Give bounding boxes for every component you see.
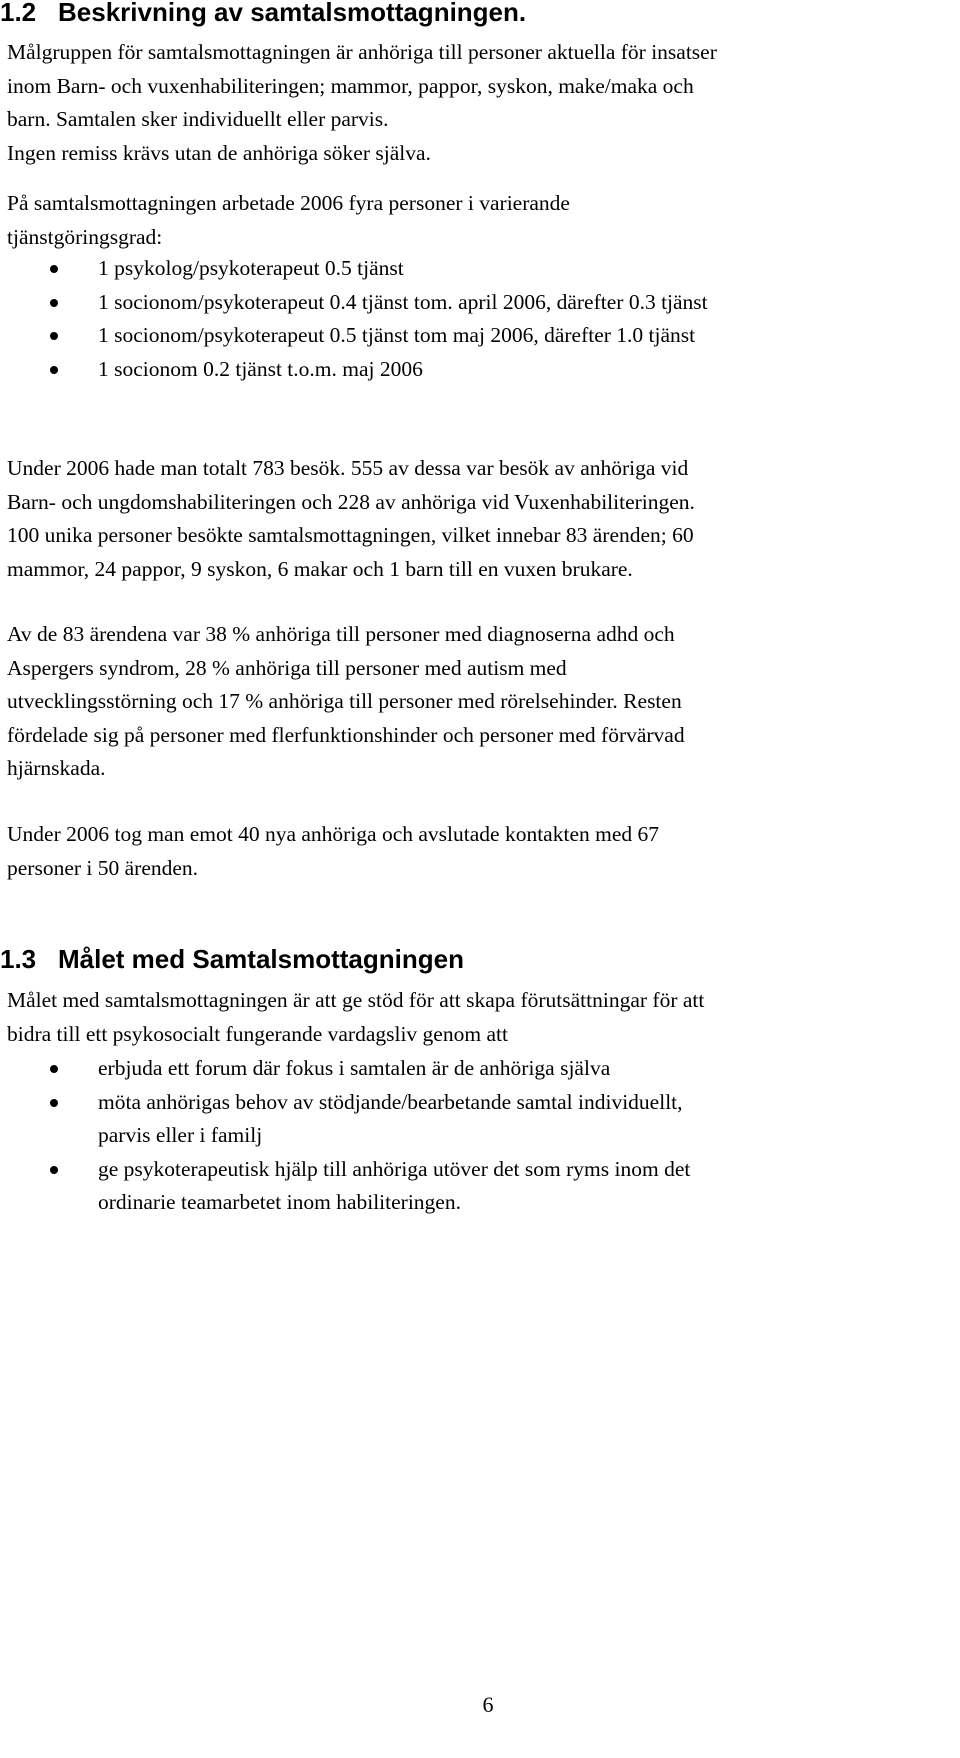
list-item: 1 socionom/psykoterapeut 0.5 tjänst tom maj 2006, därefter 1.0 tjänst <box>7 319 952 353</box>
paragraph-staff-intro <box>7 187 952 254</box>
text-line: tjänstgöringsgrad: <box>7 224 163 249</box>
text-line: Under 2006 tog man emot 40 nya anhöriga och avslutade kontakten med 67 <box>7 822 660 846</box>
text-line: Under 2006 hade man totalt 783 besök. 555 av dessa var besök av anhöriga vid <box>7 456 689 480</box>
text-line: inom Barn- och vuxenhabiliteringen; mammor, pappor, syskon, make/maka och <box>7 73 694 98</box>
list-item: möta anhörigas behov av stödjande/bearbetande samtal individuellt, parvis eller i familj <box>7 1086 952 1153</box>
text-line: 100 unika personer besökte samtalsmottagningen, vilket innebar 83 ärenden; 60 <box>7 523 694 547</box>
paragraph-diagnoses <box>7 618 952 786</box>
text-line: bidra till ett psykosocialt fungerande vardagsliv genom att <box>7 1021 508 1046</box>
section-title: Målet med Samtalsmottagningen <box>58 944 464 974</box>
paragraph-goal-intro <box>7 984 952 1051</box>
paragraph-target-group <box>7 36 952 170</box>
section-title: Beskrivning av samtalsmottagningen. <box>58 0 527 27</box>
text-line: mammor, 24 pappor, 9 syskon, 6 makar och 1 barn till en vuxen brukare. <box>7 556 633 581</box>
bullet-icon <box>50 332 58 340</box>
text-line: fördelade sig på personer med flerfunktionshinder och personer med förvärvad <box>7 722 685 747</box>
list-item: erbjuda ett forum där fokus i samtalen är de anhöriga själva <box>7 1052 952 1086</box>
list-item: 1 socionom/psykoterapeut 0.4 tjänst tom. april 2006, därefter 0.3 tjänst <box>7 286 952 320</box>
paragraph-visits <box>7 452 952 586</box>
text-line: Ingen remiss krävs utan de anhöriga söker själva. <box>7 140 431 165</box>
bullet-icon <box>50 1166 58 1174</box>
text-line: personer i 50 ärenden. <box>7 855 199 880</box>
staff-list <box>7 252 952 386</box>
text-line: barn. Samtalen sker individuellt eller parvis. <box>7 107 389 131</box>
text-line: Målet med samtalsmottagningen är att ge stöd för att skapa förutsättningar för att <box>7 988 705 1012</box>
bullet-icon <box>50 1065 58 1073</box>
section-number: 1.2 <box>0 0 37 27</box>
list-item: 1 socionom 0.2 tjänst t.o.m. maj 2006 <box>7 353 952 387</box>
text-line: utvecklingsstörning och 17 % anhöriga till personer med rörelsehinder. Resten <box>7 689 682 713</box>
list-item: ge psykoterapeutisk hjälp till anhöriga utöver det som ryms inom det ordinarie teamarbetet inom habiliteringen. <box>7 1153 952 1220</box>
text-line: Målgruppen för samtalsmottagningen är anhöriga till personer aktuella för insatser <box>7 40 717 64</box>
page-number: 6 <box>482 1692 494 1717</box>
section-number: 1.3 <box>0 944 37 974</box>
section-heading-1-3 <box>0 943 464 975</box>
section-heading-1-2 <box>0 0 526 28</box>
bullet-icon <box>50 1099 58 1107</box>
text-line: Av de 83 ärendena var 38 % anhöriga till personer med diagnoserna adhd och <box>7 622 675 646</box>
bullet-icon <box>50 366 58 374</box>
list-item: 1 psykolog/psykoterapeut 0.5 tjänst <box>7 252 952 286</box>
text-line: Barn- och ungdomshabiliteringen och 228 av anhöriga vid Vuxenhabiliteringen. <box>7 489 695 514</box>
bullet-icon <box>50 265 58 273</box>
paragraph-new-cases <box>7 818 952 885</box>
goals-list <box>7 1052 952 1220</box>
text-line: Aspergers syndrom, 28 % anhöriga till personer med autism med <box>7 655 567 680</box>
text-line: hjärnskada. <box>7 756 106 780</box>
bullet-icon <box>50 299 58 307</box>
text-line: På samtalsmottagningen arbetade 2006 fyra personer i varierande <box>7 191 570 215</box>
